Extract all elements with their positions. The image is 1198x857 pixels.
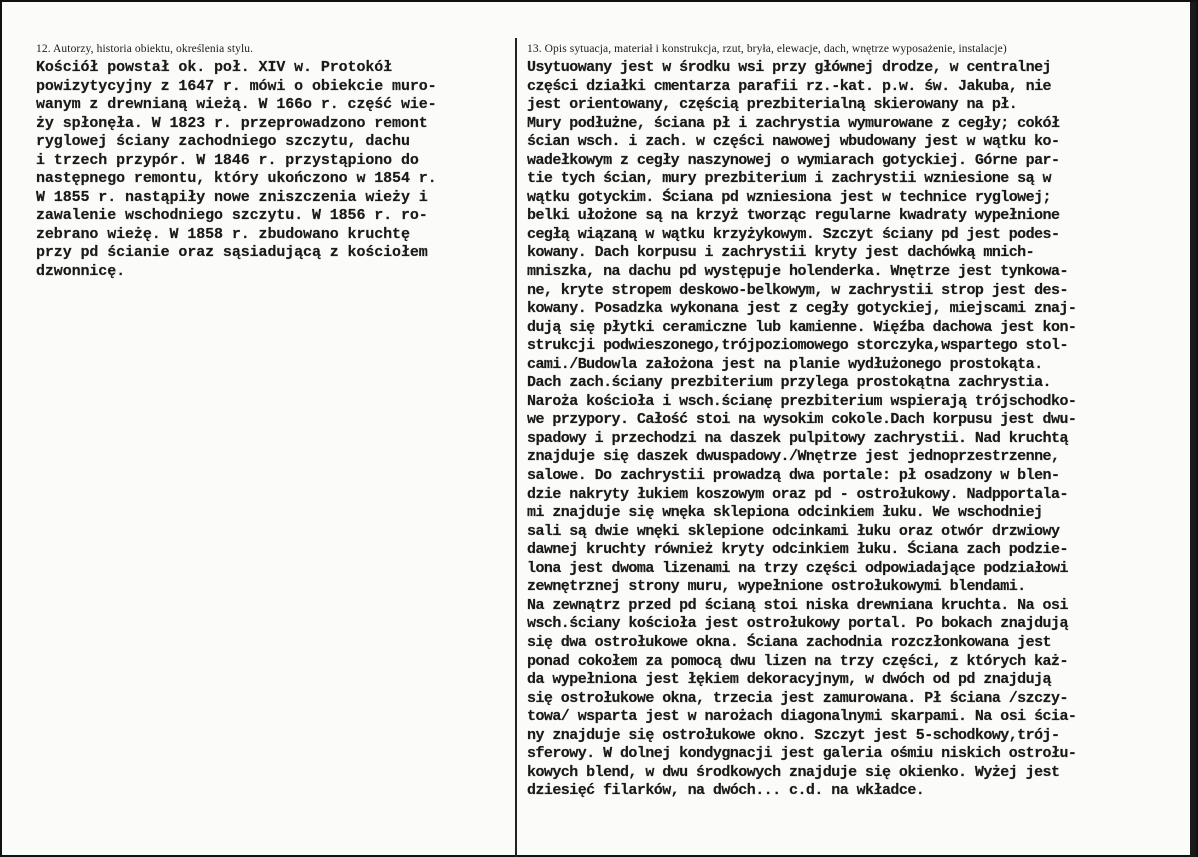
- text-line: cami./Budowla założona jest na planie wydłużonego prostokąta.: [527, 355, 1043, 373]
- section-12-body: [36, 59, 506, 282]
- text-line: ne, kryte stropem deskowo-belkowym, w zachrystii strop jest des-: [527, 281, 1068, 299]
- text-line: dują się płytki ceramiczne lub kamienne. Więźba dachowa jest kon-: [527, 318, 1077, 336]
- text-line: dziesięć filarków, na dwóch... c.d. na wkładce.: [527, 782, 925, 800]
- text-line: ryglowej ściany zachodniego szczytu, dachu: [36, 133, 410, 151]
- text-line: ży spłonęła. W 1823 r. przeprowadzono remont: [36, 114, 428, 132]
- text-line: wsch.ściany kościoła jest ostrołukowy portal. Po bokach znajdują: [527, 615, 1068, 633]
- text-line: zebrano wieżę. W 1858 r. zbudowano kruchtę: [36, 225, 410, 243]
- text-line: dzwonnicę.: [36, 263, 126, 281]
- text-line: mniszka, na dachu pd występuje holenderka. Wnętrze jest tynkowa-: [527, 263, 1068, 281]
- text-line: kowany. Dach korpusu i zachrystii kryty jest dachówką mnich-: [527, 244, 1035, 262]
- text-line: zawalenie wschodniego szczytu. W 1856 r. ro-: [36, 207, 428, 225]
- text-line: we przypory. Całość stoi na wysokim cokole.Dach korpusu jest dwu-: [527, 411, 1077, 429]
- text-line: Kościół powstał ok. poł. XIV w. Protokół: [36, 59, 393, 76]
- text-line: W 1855 r. nastąpiły nowe zniszczenia wieży i: [36, 188, 428, 206]
- text-line: znajduje się daszek dwuspadowy./Wnętrze jest jednoprzestrzenne,: [527, 448, 1060, 466]
- section-13-description: [527, 42, 1192, 801]
- text-line: tie tych ścian, mury prezbiterium i zachrystii wzniesione są w: [527, 170, 1051, 188]
- text-line: wanym z drewnianą wieżą. W 166o r. część wie-: [36, 96, 437, 114]
- text-line: spadowy i przechodzi na daszek pulpitowy zachrystii. Nad kruchtą: [527, 429, 1068, 447]
- text-line: się ostrołukowe okna, trzecia jest zamurowana. Pł ściana /szczy-: [527, 689, 1068, 707]
- text-line: mi znajduje się wnęka sklepiona odcinkiem łuku. We wschodniej: [527, 504, 1043, 522]
- text-line: jest orientowany, częścią prezbiterialną skierowany na pł.: [527, 96, 1018, 114]
- text-line: zewnętrznej strony muru, wypełnione ostrołukowymi blendami.: [527, 578, 1026, 596]
- text-line: dawnej kruchty również kryty odcinkiem łuku. Ściana zach podzie-: [527, 541, 1068, 559]
- section-13-heading: 13. Opis sytuacja, materiał i konstrukcja, rzut, bryła, elewacje, dach, wnętrze wyposażenie, instalacje): [527, 43, 1007, 55]
- text-line: ny znajduje się ostrołukowe okno. Szczyt jest 5-schodkowy,trój-: [527, 726, 1060, 744]
- text-line: i trzech przypór. W 1846 r. przystąpiono do: [36, 151, 419, 169]
- text-line: powizytycyjny z 1647 r. mówi o obiekcie muro-: [36, 77, 437, 95]
- text-line: Na zewnątrz przed pd ścianą stoi niska drewniana kruchta. Na osi: [527, 596, 1068, 614]
- section-12-heading: 12. Autorzy, historia obiektu, określenia stylu.: [36, 43, 254, 55]
- text-line: sferowy. W dolnej kondygnacji jest galeria ośmiu niskich ostrołu-: [527, 745, 1077, 763]
- section-12-history: [36, 42, 506, 282]
- text-line: kowych blend, w dwu środkowych znajduje się okienko. Wyżej jest: [527, 763, 1060, 781]
- text-line: Usytuowany jest w środku wsi przy głównej drodze, w centralnej: [527, 59, 1051, 76]
- text-line: Naroża kościoła i wsch.ścianę prezbiterium wspierają trójschodko-: [527, 392, 1077, 410]
- section-13-body: [527, 59, 1192, 801]
- text-line: towa/ wsparta jest w narożach diagonalnymi skarpami. Na osi ścia-: [527, 708, 1077, 726]
- text-line: cegłą wiązaną w wątku krzyżykowym. Szczyt ściany pd jest podes-: [527, 225, 1060, 243]
- text-line: sali są dwie wnęki sklepione odcinkami łuku oraz otwór drzwiowy: [527, 522, 1060, 540]
- text-line: Mury podłużne, ściana pł i zachrystia wymurowane z cegły; cokół: [527, 114, 1060, 132]
- text-line: salowe. Do zachrystii prowadzą dwa portale: pł osadzony w blen-: [527, 467, 1060, 485]
- text-line: ponad cokołem za pomocą dwu lizen na trzy części, z których każ-: [527, 652, 1068, 670]
- text-line: Dach zach.ściany prezbiterium przylega prostokątna zachrystia.: [527, 374, 1051, 392]
- text-line: następnego remontu, który ukończono w 1854 r.: [36, 170, 437, 188]
- text-line: belki ułożone są na krzyż tworząc regularne kwadraty wypełnione: [527, 207, 1060, 225]
- text-line: części działki cmentarza parafii rz.-kat. p.w. św. Jakuba, nie: [527, 77, 1051, 95]
- text-line: da wypełniona jest łękiem dekoracyjnym, w dwóch od pd znajdują: [527, 671, 1051, 689]
- text-line: ścian wsch. i zach. w części nawowej wbudowany jest w wątku ko-: [527, 133, 1060, 151]
- text-line: przy pd ścianie oraz sąsiadującą z kościołem: [36, 244, 428, 262]
- text-line: strukcji podwieszonego,trójpoziomowego storczyka,wspartego stol-: [527, 337, 1068, 355]
- text-line: wątku gotyckim. Ściana pd wzniesiona jest w technice ryglowej;: [527, 188, 1051, 206]
- text-line: wadełkowym z cegły naszynowej o wymiarach gotyckiej. Górne par-: [527, 151, 1060, 169]
- text-line: lona jest dwoma lizenami na trzy części odpowiadające podziałowi: [527, 559, 1068, 577]
- column-divider: [515, 38, 517, 857]
- text-line: kowany. Posadzka wykonana jest z cegły gotyckiej, miejscami znaj-: [527, 300, 1077, 318]
- text-line: się dwa ostrołukowe okna. Ściana zachodnia rozczłonkowana jest: [527, 633, 1051, 651]
- text-line: dzie nakryty łukiem koszowym oraz pd - ostrołukowy. Nadpportala-: [527, 485, 1068, 503]
